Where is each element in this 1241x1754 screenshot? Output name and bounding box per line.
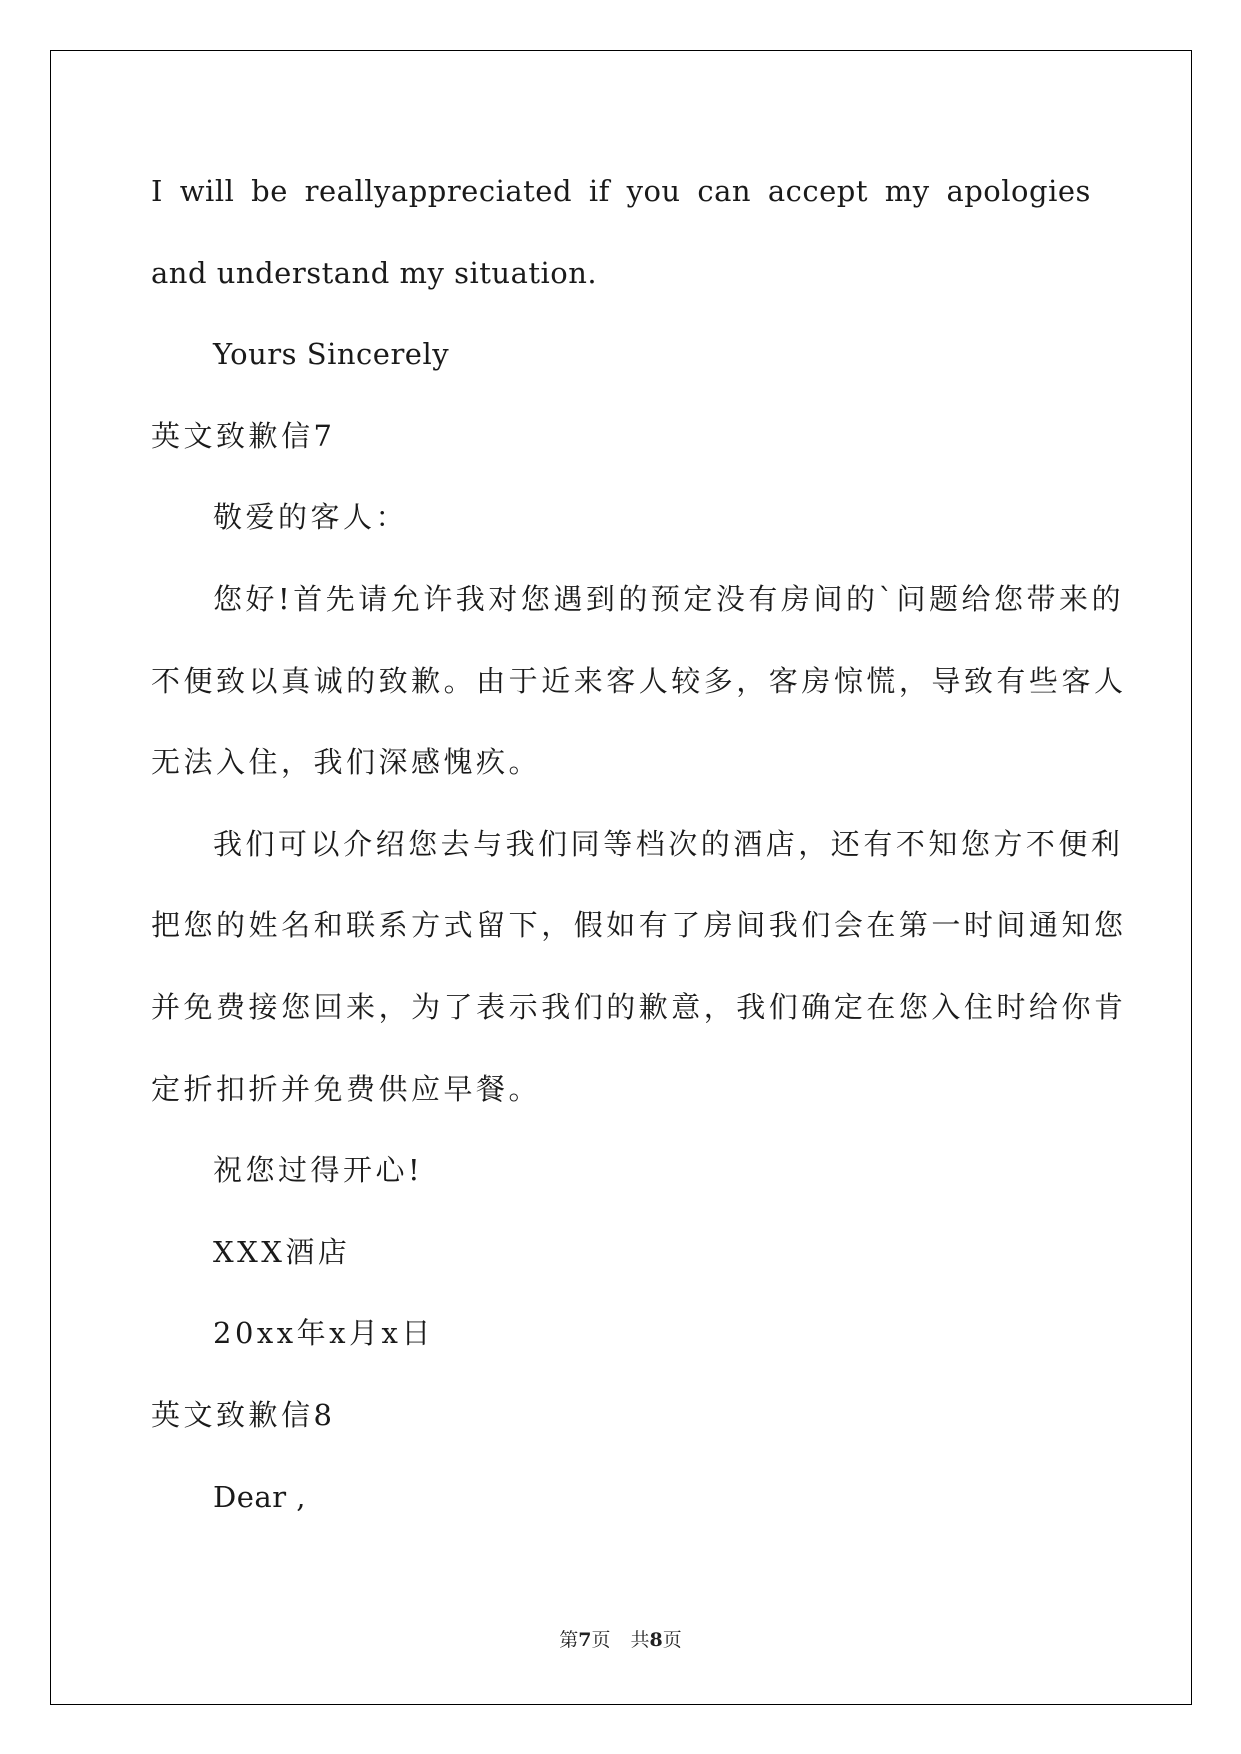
- text-char: 致: [963, 663, 997, 698]
- text-char: 请: [358, 581, 391, 616]
- text-char: ，: [378, 989, 412, 1024]
- text-char: 给: [1028, 989, 1062, 1024]
- text-char: 房: [801, 663, 834, 698]
- text-char: 较: [671, 663, 704, 698]
- text-char: 有: [638, 908, 672, 943]
- english-word: apologies: [946, 174, 1091, 208]
- text-char: 真: [281, 663, 314, 698]
- text-char: 第: [898, 908, 932, 943]
- text-char: 和: [313, 908, 347, 943]
- text-char: 以: [310, 826, 344, 861]
- text-char: 了: [443, 989, 477, 1024]
- text-char: 歉: [638, 989, 672, 1024]
- text-char: 惊: [833, 663, 867, 698]
- text-char: 确: [801, 989, 834, 1024]
- text-char: 了: [671, 908, 704, 943]
- text-char: 来: [1059, 581, 1092, 616]
- text-char: 的: [346, 663, 379, 698]
- text-char: 有: [996, 663, 1029, 698]
- text-char: 绍: [375, 826, 409, 861]
- text-char: 房: [703, 908, 737, 943]
- text-char: 有: [863, 826, 896, 861]
- text-char: 致: [216, 663, 249, 698]
- text-char: 您: [183, 908, 217, 943]
- english-line-2: and understand my situation.: [151, 255, 598, 290]
- english-word: will: [179, 174, 235, 208]
- text-char: 入: [931, 989, 964, 1024]
- text-char: 留: [476, 908, 509, 943]
- text-char: 我: [541, 989, 574, 1024]
- text-char: 些: [1028, 663, 1062, 698]
- text-char: 您: [994, 581, 1027, 616]
- text-char: 档: [635, 826, 669, 861]
- english-word: I: [151, 174, 163, 208]
- text-char: 题: [928, 581, 962, 616]
- text-char: 的: [1091, 581, 1125, 616]
- text-char: 店: [765, 826, 799, 861]
- text-char: 系: [378, 908, 412, 943]
- text-char: 的: [606, 989, 639, 1024]
- text-char: 我: [768, 908, 802, 943]
- footer-total-pages: 8: [649, 1629, 663, 1651]
- letter7-p2-line: 定折扣折并免费供应早餐。: [151, 1071, 542, 1106]
- text-char: 带: [1026, 581, 1060, 616]
- text-char: 便: [183, 663, 217, 698]
- text-char: ，: [703, 989, 737, 1024]
- text-char: 来: [573, 663, 607, 698]
- text-char: 免: [183, 989, 217, 1024]
- text-char: 们: [801, 908, 834, 943]
- english-word: my: [884, 174, 930, 208]
- text-char: 利: [1090, 826, 1124, 861]
- letter8-heading: 英文致歉信8: [151, 1397, 336, 1432]
- text-char: 方: [411, 908, 444, 943]
- text-char: 于: [508, 663, 542, 698]
- letter7-wish: 祝您过得开心!: [213, 1153, 424, 1188]
- text-char: 住: [963, 989, 997, 1024]
- text-char: 由: [476, 663, 509, 698]
- text-char: 把: [151, 908, 184, 943]
- text-char: 好: [245, 581, 279, 616]
- text-char: 我: [505, 826, 539, 861]
- english-word: accept: [767, 174, 869, 208]
- text-char: 时: [996, 989, 1029, 1024]
- text-char: 允: [390, 581, 424, 616]
- text-char: 问: [896, 581, 929, 616]
- letter8-greeting: Dear ,: [213, 1479, 307, 1514]
- text-char: 的: [845, 581, 879, 616]
- text-char: 有: [748, 581, 781, 616]
- text-char: 介: [343, 826, 376, 861]
- footer-page-number: 7: [578, 1629, 592, 1651]
- text-char: 致: [378, 663, 412, 698]
- text-char: 首: [293, 581, 326, 616]
- text-char: 多: [703, 663, 737, 698]
- text-char: 假: [573, 908, 607, 943]
- text-char: 近: [541, 663, 574, 698]
- text-char: 对: [488, 581, 521, 616]
- text-char: 客: [1061, 663, 1094, 698]
- english-word: you: [626, 174, 681, 208]
- text-char: 会: [833, 908, 867, 943]
- english-word: reallyappreciated: [304, 174, 573, 208]
- text-char: 你: [1061, 989, 1094, 1024]
- text-char: 下: [508, 908, 542, 943]
- english-word: if: [588, 174, 610, 208]
- text-char: 预: [650, 581, 684, 616]
- text-char: 与: [473, 826, 506, 861]
- text-char: 名: [281, 908, 314, 943]
- text-char: 房: [780, 581, 814, 616]
- letter7-signature: XXX酒店: [213, 1234, 351, 1269]
- text-char: 客: [768, 663, 802, 698]
- text-char: 您: [960, 826, 994, 861]
- text-char: 我: [455, 581, 489, 616]
- text-char: 以: [248, 663, 282, 698]
- letter7-p1-line: [151, 656, 1127, 738]
- letter7-heading: 英文致歉信7: [151, 418, 336, 453]
- text-char: 诚: [313, 663, 347, 698]
- text-char: 许: [423, 581, 456, 616]
- text-char: 不: [1025, 826, 1059, 861]
- text-char: 在: [866, 908, 899, 943]
- text-char: 知: [1061, 908, 1094, 943]
- text-char: 您: [213, 581, 246, 616]
- text-char: 回: [313, 989, 347, 1024]
- text-char: 费: [216, 989, 249, 1024]
- text-char: 给: [961, 581, 995, 616]
- text-char: 示: [508, 989, 542, 1024]
- text-char: 联: [346, 908, 379, 943]
- text-char: 知: [928, 826, 961, 861]
- footer-prefix: 第: [559, 1629, 579, 1651]
- text-char: 姓: [248, 908, 282, 943]
- document-body: [151, 166, 1127, 1553]
- letter7-date: 20xx年x月x日: [213, 1316, 434, 1351]
- english-signoff: Yours Sincerely: [213, 337, 450, 372]
- text-char: 人: [638, 663, 672, 698]
- text-char: 我: [736, 989, 769, 1024]
- text-char: 客: [606, 663, 639, 698]
- text-char: 在: [866, 989, 899, 1024]
- text-char: 间: [736, 908, 769, 943]
- english-line-1: [151, 166, 1091, 248]
- letter7-greeting: 敬爱的客人：: [213, 500, 409, 535]
- text-char: !: [278, 581, 294, 616]
- text-char: 意: [671, 989, 704, 1024]
- text-char: 们: [768, 989, 802, 1024]
- text-char: 便: [1058, 826, 1091, 861]
- text-char: 表: [476, 989, 509, 1024]
- text-char: 您: [898, 989, 932, 1024]
- text-char: 的: [618, 581, 651, 616]
- text-char: 慌: [866, 663, 899, 698]
- text-char: 式: [443, 908, 477, 943]
- text-char: 歉: [411, 663, 444, 698]
- text-char: 的: [700, 826, 734, 861]
- letter7-p2-line: [151, 982, 1127, 1064]
- text-char: 肯: [1093, 989, 1127, 1024]
- text-char: 同: [570, 826, 604, 861]
- text-char: 导: [931, 663, 964, 698]
- text-char: 遇: [553, 581, 586, 616]
- text-char: 们: [573, 989, 607, 1024]
- text-char: 间: [996, 908, 1029, 943]
- text-char: 没: [715, 581, 749, 616]
- text-char: 如: [606, 908, 639, 943]
- text-char: 次: [668, 826, 701, 861]
- text-char: ，: [898, 663, 932, 698]
- footer-page-unit: 页: [591, 1629, 611, 1651]
- text-char: 您: [281, 989, 314, 1024]
- footer-total-unit: 页: [662, 1629, 682, 1651]
- text-char: ，: [798, 826, 831, 861]
- text-char: 来: [346, 989, 379, 1024]
- text-char: 还: [830, 826, 864, 861]
- letter7-p1-line: 无法入住，我们深感愧疚。: [151, 745, 542, 780]
- letter7-p1-line: [151, 574, 1125, 656]
- text-char: 方: [993, 826, 1026, 861]
- text-char: 定: [683, 581, 716, 616]
- footer-total-prefix: 共: [630, 1629, 650, 1651]
- page-footer: [0, 1625, 1241, 1652]
- text-char: 们: [245, 826, 279, 861]
- text-char: 人: [1093, 663, 1127, 698]
- text-char: 一: [931, 908, 964, 943]
- text-char: 时: [963, 908, 997, 943]
- letter7-p2-line: [151, 900, 1127, 982]
- text-char: 们: [538, 826, 571, 861]
- text-char: 定: [833, 989, 867, 1024]
- text-char: 您: [408, 826, 441, 861]
- letter7-p2-line: [151, 819, 1124, 901]
- text-char: 为: [411, 989, 444, 1024]
- english-word: can: [697, 174, 752, 208]
- english-word: be: [251, 174, 288, 208]
- text-char: 的: [216, 908, 249, 943]
- text-char: ，: [541, 908, 574, 943]
- text-char: 去: [440, 826, 474, 861]
- text-char: 接: [248, 989, 282, 1024]
- text-char: 通: [1028, 908, 1062, 943]
- text-char: 等: [603, 826, 636, 861]
- text-char: 先: [325, 581, 359, 616]
- text-char: 间: [813, 581, 846, 616]
- text-char: 不: [151, 663, 184, 698]
- text-char: 到: [585, 581, 619, 616]
- text-char: 酒: [733, 826, 766, 861]
- text-char: 您: [1093, 908, 1127, 943]
- text-char: 我: [213, 826, 246, 861]
- text-char: ，: [736, 663, 769, 698]
- text-char: 可: [278, 826, 311, 861]
- text-char: 。: [443, 663, 477, 698]
- text-char: `: [878, 581, 897, 616]
- text-char: 您: [520, 581, 554, 616]
- text-char: 并: [151, 989, 184, 1024]
- text-char: 不: [895, 826, 929, 861]
